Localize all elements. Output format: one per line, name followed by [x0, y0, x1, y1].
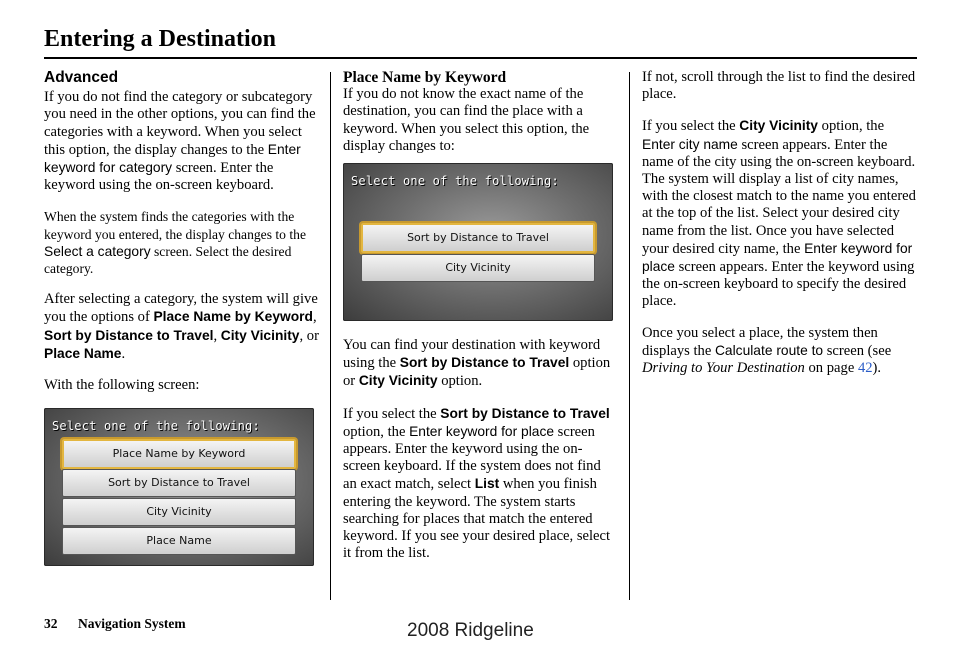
- screen-button-city-vicinity[interactable]: City Vicinity: [62, 498, 296, 526]
- column-3: [642, 69, 918, 391]
- ui-term: Select a category: [44, 243, 151, 259]
- ui-term: Enter keyword for place: [409, 423, 555, 439]
- paragraph: When the system finds the categories with the keyword you entered, the display changes to the Select a category screen. Select the desired category.: [44, 209, 306, 277]
- paragraph: If you select the City Vicinity option, the Enter city name screen appears. Enter the name of the city using the on-screen keyboard. The system will display a list of city names, with the closest match to the name you entered at the top of the list. Select your desired city name from the list. Once you have selected your desired city name, the Enter keyword for place screen appears. Enter the keyword using the on-screen keyboard to specify the desired place.: [642, 118, 916, 310]
- nav-screen-image: [44, 408, 314, 566]
- ui-term: Enter city name: [642, 136, 738, 152]
- ui-term: Enter keyword for place: [642, 240, 913, 275]
- paragraph: If you select the Sort by Distance to Travel option, the Enter keyword for place screen appears. Enter the keyword using the on-screen keyboard. If the system does not find an exact match, select List when you finish entering the keyword. The system starts searching for places that match the entered keyword. If you see your desired place, select it from the list.: [343, 405, 611, 562]
- paragraph: After selecting a category, the system will give you the options of Place Name by Keyword, Sort by Distance to Travel, City Vicinity, or Place Name.: [44, 291, 319, 362]
- option-term: Place Name: [44, 345, 122, 361]
- option-term: Sort by Distance to Travel: [44, 327, 214, 343]
- option-term: List: [474, 476, 500, 492]
- screen-header: Select one of the following:: [351, 174, 559, 189]
- screen-button-city-vicinity[interactable]: City Vicinity: [361, 254, 595, 282]
- paragraph: If not, scroll through the list to find the desired place.: [642, 69, 916, 103]
- option-term: Sort by Distance to Travel: [399, 355, 570, 371]
- paragraph: If you do not find the category or subcategory you need in the other options, you can find the categories with a keyword. When you select this option, the display changes to the Enter keyword for category screen. Enter the keyword using the on-screen keyboard.: [44, 89, 316, 194]
- footer-label: Navigation System: [78, 616, 186, 631]
- screen-button-place-name-by-keyword[interactable]: Place Name by Keyword: [62, 439, 296, 469]
- paragraph: Once you select a place, the system then displays the Calculate route to screen (see Driving to Your Destination on page 42).: [642, 324, 892, 377]
- section-heading-place-name-by-keyword: Place Name by Keyword: [343, 69, 507, 86]
- screen-button-sort-by-distance[interactable]: Sort by Distance to Travel: [62, 469, 296, 497]
- section-heading-advanced: Advanced: [44, 69, 119, 86]
- page-link[interactable]: 42: [857, 360, 873, 377]
- page-title: Entering a Destination: [44, 26, 277, 52]
- option-term: City Vicinity: [220, 327, 300, 343]
- column-divider: [629, 72, 630, 600]
- ui-term: Calculate route to: [714, 342, 824, 358]
- option-term: Sort by Distance to Travel: [440, 405, 610, 421]
- paragraph: With the following screen:: [44, 377, 200, 394]
- title-rule: [44, 57, 917, 59]
- cross-reference: Driving to Your Destination: [642, 360, 805, 377]
- option-term: Place Name by Keyword: [153, 309, 313, 325]
- page-number: 32: [44, 616, 58, 631]
- screen-header: Select one of the following:: [52, 419, 260, 434]
- paragraph: You can find your destination with keyword using the Sort by Distance to Travel option or City Vicinity option.: [343, 337, 611, 390]
- ui-term: Enter keyword for category: [44, 141, 301, 176]
- column-divider: [330, 72, 331, 600]
- screen-button-sort-by-distance[interactable]: Sort by Distance to Travel: [361, 223, 595, 253]
- option-term: City Vicinity: [358, 373, 438, 389]
- column-2: [343, 69, 615, 576]
- option-term: City Vicinity: [739, 118, 818, 134]
- nav-screen-image: [343, 163, 613, 321]
- paragraph: If you do not know the exact name of the destination, you can find the place with a keyword. When you select this option, the display changes to:: [343, 86, 590, 154]
- watermark: 2008 Ridgeline: [407, 620, 534, 641]
- screen-button-place-name[interactable]: Place Name: [62, 527, 296, 555]
- column-1: [44, 69, 320, 566]
